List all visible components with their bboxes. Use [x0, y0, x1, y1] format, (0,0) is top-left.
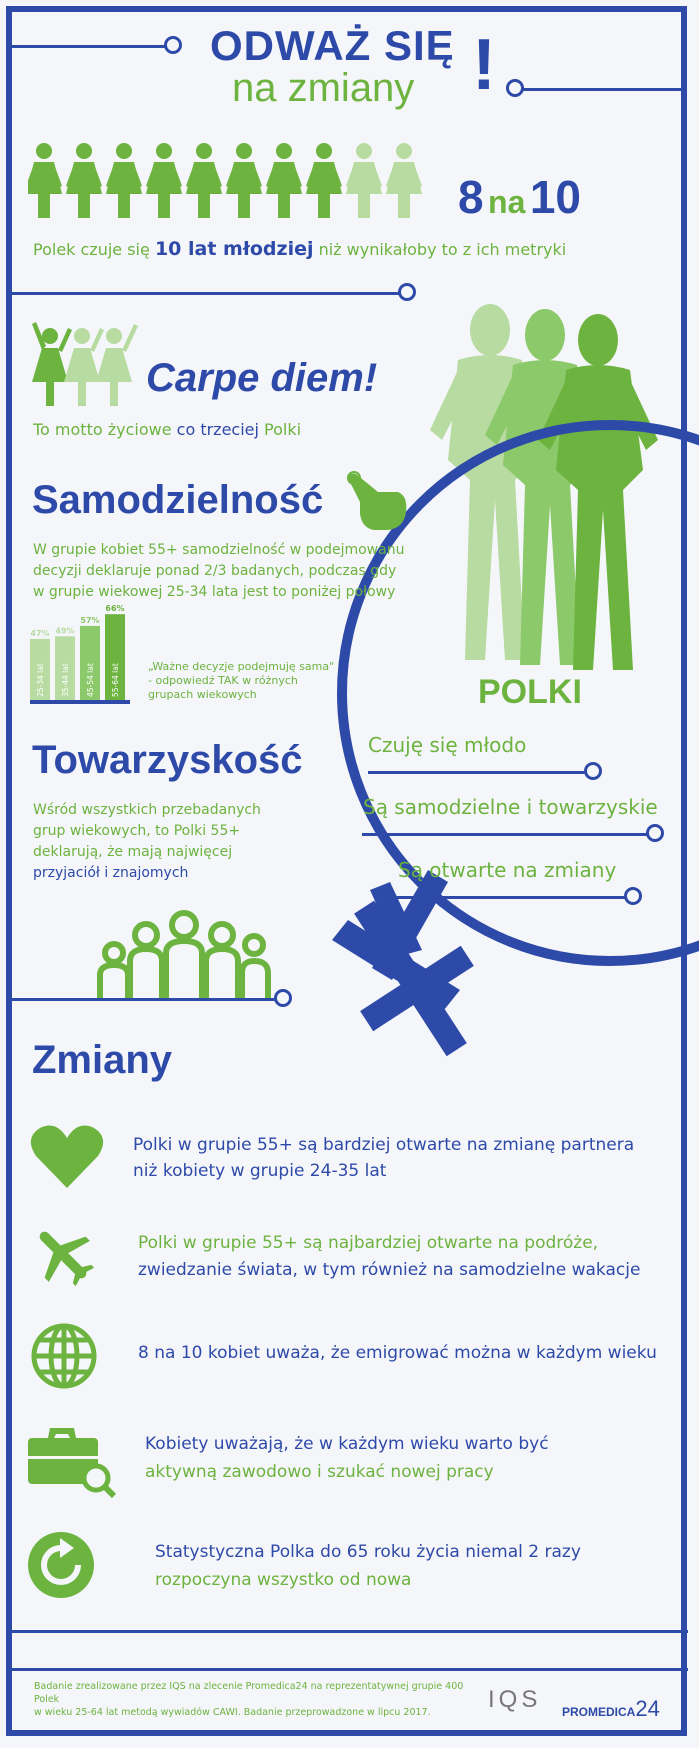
divider-knob-1: [398, 283, 416, 301]
woman-figure-icon: [386, 143, 422, 218]
carpe-title: Carpe diem!: [146, 356, 378, 400]
woman-figure-icon: [66, 143, 102, 218]
bar-category-label-1: 25-34 lat: [36, 663, 45, 697]
polki-item-1: Czuję się młodo: [368, 733, 527, 757]
bar-value-label-1: 47%: [30, 628, 50, 638]
towarzyskosc-title: Towarzyskość: [32, 738, 303, 782]
chart-caption: „Ważne decyzje podejmuję sama" - odpowiedź TAK w różnych grupach wiekowych: [148, 660, 335, 701]
header-line-left: [8, 45, 168, 48]
header-knob-right: [506, 79, 524, 97]
zmiany-item-1: Polki w grupie 55+ są bardziej otwarte na zmianę partnera niż kobiety w grupie 24-35 lat: [133, 1135, 635, 1181]
samodzielnosc-bar-chart: [30, 600, 140, 710]
zmiany-item-3: 8 na 10 kobiet uważa, że emigrować można w każdym wieku: [138, 1343, 657, 1363]
samodzielnosc-text: W grupie kobiet 55+ samodzielność w podejmowanu decyzji deklaruje ponad 2/3 badanych, podczas gdy w grupie wiekowej 25-34 lata jest to poniżej połowy: [33, 542, 405, 600]
zmiany-title: Zmiany: [32, 1038, 173, 1082]
zmiany-item-4: Kobiety uważają, że w każdym wieku warto być aktywną zawodowo i szukać nowej pracy: [145, 1434, 549, 1482]
bar-value-label-3: 57%: [80, 615, 100, 625]
group-of-people-icon: [94, 895, 274, 999]
restart-icon: [26, 1530, 96, 1600]
bar-category-label-2: 35-44 lat: [61, 663, 70, 697]
bar-value-label-4: 66%: [105, 604, 125, 614]
woman-figure-icon: [28, 143, 62, 218]
carpe-caption: To motto życiowe co trzeciej Polki: [33, 420, 302, 439]
chart-baseline: [30, 700, 130, 704]
divider-line-3: [8, 1630, 688, 1633]
promedica-logo: PROMEDICA24: [562, 1696, 660, 1721]
zmiany-item-2: Polki w grupie 55+ są najbardziej otwarte na podróże, zwiedzanie świata, w tym również na samodzielne wakacje: [138, 1233, 641, 1280]
polki-item-3: Są otwarte na zmiany: [398, 858, 617, 882]
bar-category-label-4: 55-64 lat: [111, 663, 120, 697]
polki-knob-3: [624, 887, 642, 905]
woman-figure-icon: [226, 143, 262, 218]
briefcase-search-icon: [26, 1424, 116, 1498]
polki-title: POLKI: [478, 673, 582, 711]
polki-knob-2: [646, 824, 664, 842]
woman-figure-icon: [346, 143, 382, 218]
footer-note: Badanie zrealizowane przez IQS na zlecenie Promedica24 na reprezentatywnej grupie 400 Polek w wieku 25-64 lat metodą wywiadów CAWI. Badanie przeprowadzone w lipcu 2017.: [34, 1681, 464, 1718]
woman-figure-icon: [106, 143, 142, 218]
women-silhouettes-icon: [430, 304, 658, 670]
polki-line-3: [392, 896, 628, 899]
header-knob-left: [164, 36, 182, 54]
polki-line-1: [368, 771, 588, 774]
towarzyskosc-text: Wśród wszystkich przebadanych grup wiekowych, to Polki 55+ deklarują, że mają najwięcej przyjaciół i znajomych: [33, 802, 261, 881]
header-line-right: [520, 88, 685, 91]
stat-big-value: 8 na 10: [458, 171, 582, 223]
iqs-logo: IQS: [488, 1686, 542, 1713]
woman-figure-icon: [266, 143, 302, 218]
divider-line-4: [8, 1668, 688, 1671]
globe-icon: [30, 1322, 98, 1390]
header-exclamation: !: [472, 25, 496, 105]
bar-value-label-2: 49%: [55, 626, 75, 636]
divider-knob-2: [274, 989, 292, 1007]
zmiany-item-5: Statystyczna Polka do 65 roku życia niemal 2 razy rozpoczyna wszystko od nowa: [155, 1542, 581, 1590]
header-title: ODWAŻ SIĘ: [210, 22, 455, 69]
pointing-hand-icon: [344, 468, 410, 534]
divider-line-1: [8, 292, 408, 295]
venus-cross-icon: [330, 880, 510, 1080]
header-subtitle: na zmiany: [232, 66, 415, 110]
heart-icon: [30, 1124, 104, 1190]
polki-knob-1: [584, 762, 602, 780]
women-figures-row: [28, 142, 438, 220]
polki-item-2: Są samodzielne i towarzyskie: [363, 795, 658, 819]
cheering-women-icon: [30, 320, 140, 406]
samodzielnosc-title: Samodzielność: [32, 478, 324, 522]
stat-caption: Polek czuje się 10 lat młodziej niż wynikałoby to z ich metryki: [33, 238, 567, 260]
woman-figure-icon: [186, 143, 222, 218]
airplane-icon: [30, 1222, 96, 1288]
bar-category-label-3: 45-54 lat: [86, 663, 95, 697]
polki-line-2: [362, 833, 650, 836]
woman-figure-icon: [306, 143, 342, 218]
divider-line-2: [8, 998, 284, 1001]
woman-figure-icon: [146, 143, 182, 218]
